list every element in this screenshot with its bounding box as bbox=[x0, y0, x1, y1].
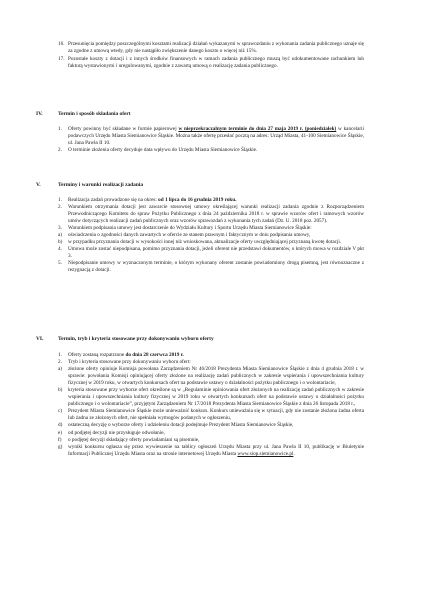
section-title: Termin, tryb i kryteria stosowane przy dokonywaniu wyboru oferty bbox=[58, 336, 214, 342]
item-number: 4. bbox=[58, 246, 62, 253]
list-item bbox=[58, 56, 364, 70]
item-letter: d) bbox=[58, 422, 63, 429]
list-item bbox=[58, 422, 364, 429]
list-item bbox=[58, 352, 364, 359]
item-text: Niepodpisanie umowy w wyznaczonym terminie, o którym wykonany oferent zostanie powiadomiony drogą pisemną, jest równoznaczne z rezygnacją z dotacji. bbox=[68, 260, 364, 274]
item-text: Oferty powinny być składane w formie papierowej bbox=[68, 126, 179, 132]
item-letter: b) bbox=[58, 239, 63, 246]
item-number: 2. bbox=[58, 204, 62, 211]
item-text-end: . bbox=[293, 450, 295, 457]
top-items bbox=[58, 41, 364, 70]
item-text: w przypadku przyznania dotacji w wysokości innej niż wnioskowana, aktualizacje oferty uwzględniającej przyznaną kwotę dotacji. bbox=[68, 239, 342, 246]
item-text: Warunkiem otrzymania dotacji jest zawarcie stosownej umowy określającej warunki realizacji zadania zgodnie z Rozporządzeniem Przewodniczącego Komitetu do spraw Pożytku Publicznego z dnia 24 października 2018 r. w sprawie wzorów ofert i ramowych wzorów umów dotyczących realizacji zadań publicznych oraz wzorów sprawozdań z wykonania tych zadań (Dz. U. 2018 poz. 2057). bbox=[68, 204, 364, 225]
item-text: ostateczną decyzję o wyborze oferty i udzieleniu dotacji podejmuje Prezydent Miasta Siemianowice Śląskie, bbox=[68, 422, 294, 429]
item-letter: a) bbox=[58, 366, 63, 373]
item-text: kryteria stosowane przy wyborze ofert określone są w „Regulaminie opiniowania ofert złożonych na realizację zadań publicznych w zakresie wspierania i upowszechniania kultury fizycznej w 2019 roku w otwartych konkursach ofert na podstawie ustawy o działalności pożytku publicznego i o wolontariacie”, przyjętym Zarządzeniem Nr 17/2018 Prezydenta Miasta Siemianowice Śląskie z dnia 26 listopada 2018 r., bbox=[68, 387, 364, 408]
section-roman: IV. bbox=[36, 111, 43, 117]
item-text: Warunkiem podpisania umowy jest dostarczenie do Wydziału Kultury i Sportu Urzędu Miasta Siemianowice Śląskie: bbox=[68, 225, 312, 232]
item-text: Pozostałe koszty z dotacji i z innych środków finansowych w ramach zadania publicznego muszą być udokumentowane rachunkiem lub fakturą wystawionymi i uregulowanymi, zgodnie z zawartą umową o realizację zadania publicznego. bbox=[68, 56, 364, 70]
list-item bbox=[58, 444, 364, 458]
item-text-tail: w kancelarii podawczych Urzędu Miasta Siemianowice Śląskie. Można także ofertę przesłać pocztą na adres: Urząd Miasta, 41-100 Siemianowice Śląskie, ul. Jana Pawła II 10. bbox=[68, 126, 365, 147]
item-text: oświadczenia o zgodności danych zawartych w ofercie ze stanem prawnym i faktycznym w dniu podpisania umowy, bbox=[68, 232, 311, 239]
item-number: 16. bbox=[58, 41, 65, 47]
list-item bbox=[58, 246, 364, 260]
item-text: Umowa może zostać niepodpisana, pomimo przyznania dotacji, jeżeli oferent nie przedstawi dokumentów, o których mowa w rozdziale V pkt 3. bbox=[68, 246, 364, 260]
item-text: od podjętej decyzji nie przysługuje odwołanie, bbox=[68, 429, 165, 436]
list-item bbox=[58, 197, 364, 204]
review-date-text: do dnia 28 czerwca 2019 r. bbox=[125, 352, 184, 358]
item-number: 1. bbox=[58, 352, 62, 358]
period-text: od 1 lipca do 16 grudnia 2019 roku. bbox=[158, 197, 237, 203]
list-item bbox=[58, 437, 364, 444]
list-item bbox=[58, 430, 364, 437]
item-text: o podjętej decyzji składający oferty powiadamiani są pisemnie, bbox=[68, 436, 200, 443]
item-letter: c) bbox=[58, 408, 63, 415]
item-text: Realizacja zadań prowadzone się na okres: bbox=[68, 197, 159, 203]
item-number: 2. bbox=[58, 147, 62, 154]
item-text: Prezydent Miasta Siemianowice Śląskie może unieważnić konkurs. Konkurs unieważnia się w sytuacji, gdy nie zostanie złożona żadna oferta lub żadna ze złożonych ofert, nie spełniała wymogów podanych w ogłoszeniu, bbox=[68, 408, 364, 422]
item-letter: b) bbox=[58, 387, 63, 394]
section-roman: VI. bbox=[36, 336, 44, 342]
list-item bbox=[58, 204, 364, 225]
list-item bbox=[58, 147, 364, 154]
item-text: złożone oferty opiniuje Komisja powołana Zarządzeniem Nr 46/2018 Prezydenta Miasta Siemianowice Śląskie z dnia 4 grudnia 2018 r. w sprawie: powołania Komisji opiniującej oferty złożone na realizację zadań publicznych w zakresie wspierania i upowszechniania kultury fizycznej w 2019 roku, w otwartych konkursach ofert na podstawie ustawy o działalności pożytku publicznego i o wolontariacie, bbox=[68, 366, 364, 387]
item-text: wyniki konkursu ogłasza się przez wywieszenie na tablicy ogłoszeń Urzędu Miasta przy ul. Jana Pawła II 10, publikację w Biuletynie Informacji Publicznej Urzędu Miasta oraz na stronie internetowej Urzędu Miasta bbox=[68, 443, 364, 457]
section-roman: V. bbox=[36, 182, 41, 188]
item-number: 1. bbox=[58, 126, 62, 132]
item-number: 5. bbox=[58, 260, 62, 267]
item-number: 2. bbox=[58, 359, 62, 366]
list-item bbox=[58, 260, 364, 274]
item-text: Przesunięcia pomiędzy poszczególnymi kosztami realizacji działań wykazanymi w sprawozdaniu z wykonania zadania publicznego uznaje się za zgodne z umową wtedy, gdy nie nastąpiło zwiększenie danego kosztu o więcej niż 15%. bbox=[68, 41, 364, 55]
section-iv-body bbox=[58, 126, 364, 154]
deadline-text: w nieprzekraczalnym terminie do dnia 27 maja 2019 r. (poniedziałek) bbox=[178, 126, 337, 132]
list-item bbox=[58, 41, 364, 55]
section-title: Termin i sposób składania ofert bbox=[58, 111, 131, 117]
item-number: 1. bbox=[58, 197, 62, 203]
website-link[interactable]: www.siop.siemianowice.pl bbox=[237, 450, 294, 457]
item-letter: f) bbox=[58, 436, 62, 443]
section-vi-body bbox=[58, 352, 364, 458]
item-letter: e) bbox=[58, 429, 63, 436]
item-text: Oferty zostaną rozpatrzone bbox=[68, 352, 126, 358]
section-v-body bbox=[58, 197, 364, 275]
list-item bbox=[58, 387, 364, 408]
item-letter: a) bbox=[58, 232, 63, 239]
item-letter: g) bbox=[58, 443, 63, 450]
list-item bbox=[58, 126, 364, 147]
list-item bbox=[58, 366, 364, 387]
item-text: Tryb i kryteria stosowane przy dokonywaniu wyboru ofert: bbox=[68, 359, 191, 366]
item-number: 3. bbox=[58, 225, 62, 232]
item-text: O terminie złożenia oferty decyduje data wpływu do Urzędu Miasta Siemianowice Śląskie. bbox=[68, 147, 258, 154]
item-number: 17. bbox=[58, 56, 65, 63]
list-item bbox=[58, 408, 364, 422]
section-title: Terminy i warunki realizacji zadania bbox=[58, 182, 144, 188]
